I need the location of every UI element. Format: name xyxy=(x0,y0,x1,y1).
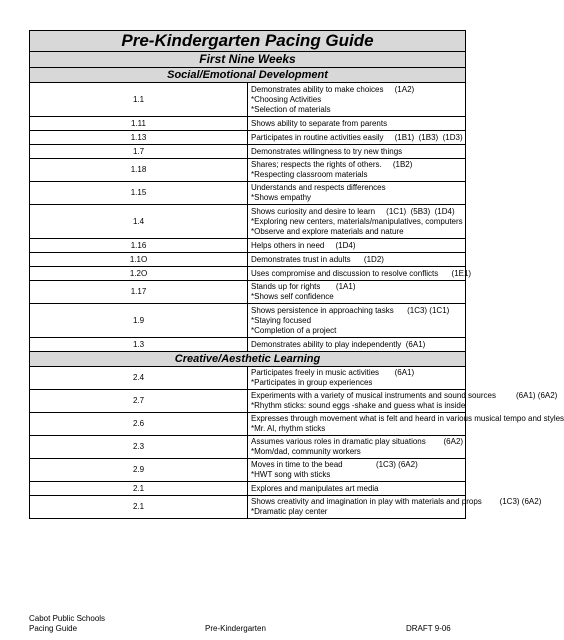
standard-code: 1.2O xyxy=(30,267,248,281)
description-text: Demonstrates trust in adults (1D2) xyxy=(251,254,384,264)
standard-description xyxy=(248,482,466,496)
standard-code: 1.18 xyxy=(30,159,248,182)
table-row xyxy=(30,413,466,436)
standard-description xyxy=(248,131,466,145)
table-row xyxy=(30,390,466,413)
standard-description xyxy=(248,413,564,436)
section-heading: Social/Emotional Development xyxy=(30,68,466,83)
standard-code: 2.6 xyxy=(30,413,248,436)
page-title: Pre-Kindergarten Pacing Guide xyxy=(30,31,466,52)
table-row xyxy=(30,281,466,304)
table-row xyxy=(30,367,466,390)
description-text: Understands and respects differences xyxy=(251,183,386,192)
standard-code: 1.4 xyxy=(30,205,248,239)
description-detail: *HWT song with sticks xyxy=(251,470,331,479)
section-heading-row xyxy=(30,68,466,83)
standard-code: 1.9 xyxy=(30,304,248,338)
description-detail: *Participates in group experiences xyxy=(251,378,373,387)
description-text: Uses compromise and discussion to resolve conflicts (1E1) xyxy=(251,268,472,278)
description-detail: *Dramatic play center xyxy=(251,507,328,516)
table-row xyxy=(30,145,466,159)
standard-description xyxy=(248,182,466,205)
standard-description xyxy=(248,390,558,413)
standard-description xyxy=(248,239,466,253)
standard-description xyxy=(248,436,466,459)
description-text: Experiments with a variety of musical instruments and sound sources (6A1) (6A2) xyxy=(251,391,558,400)
table-row xyxy=(30,131,466,145)
description-detail: *Mom/dad, community workers xyxy=(251,447,361,456)
section-heading: Creative/Aesthetic Learning xyxy=(30,352,466,367)
description-detail: *Mr. Al, rhythm sticks xyxy=(251,424,326,433)
description-text: Participates freely in music activities (6A1) xyxy=(251,368,415,377)
description-detail: *Completion of a project xyxy=(251,325,337,335)
standard-code: 1.3 xyxy=(30,338,248,352)
standard-description xyxy=(248,205,466,239)
standard-code: 1.13 xyxy=(30,131,248,145)
standard-description xyxy=(248,496,542,519)
footer-school: Cabot Public Schools xyxy=(29,614,106,623)
standard-description xyxy=(248,459,466,482)
table-row xyxy=(30,182,466,205)
description-text: Shows curiosity and desire to learn (1C1) (5B3) (1D4) xyxy=(251,206,455,216)
description-detail: *Exploring new centers, materials/manipulatives, computers xyxy=(251,216,463,226)
footer-doc: Pacing Guide xyxy=(29,624,78,633)
section-heading-row xyxy=(30,352,466,367)
standard-code: 2.7 xyxy=(30,390,248,413)
description-detail: *Rhythm sticks: sound eggs -shake and guess what is inside xyxy=(251,401,466,410)
description-text: Participates in routine activities easily (1B1) (1B3) (1D3) xyxy=(251,132,463,142)
standard-code: 2.9 xyxy=(30,459,248,482)
pacing-guide-page xyxy=(29,30,564,519)
standard-description xyxy=(248,338,466,352)
description-text: Shows ability to separate from parents xyxy=(251,118,388,128)
description-text: Demonstrates ability to play independently (6A1) xyxy=(251,339,426,349)
standard-code: 1.1 xyxy=(30,83,248,117)
description-text: Moves in time to the bead (1C3) (6A2) xyxy=(251,460,418,469)
standard-code: 1.11 xyxy=(30,117,248,131)
table-row xyxy=(30,482,466,496)
standard-code: 2.4 xyxy=(30,367,248,390)
table-row xyxy=(30,436,466,459)
footer-grade: Pre-Kindergarten xyxy=(205,624,266,633)
description-text: Shows persistence in approaching tasks (1C3) (1C1) xyxy=(251,305,450,315)
standard-code: 2.3 xyxy=(30,436,248,459)
description-text: Demonstrates willingness to try new things xyxy=(251,146,403,156)
standard-code: 1.7 xyxy=(30,145,248,159)
standard-description xyxy=(248,267,472,281)
description-text: Helps others in need (1D4) xyxy=(251,240,356,250)
footer-left xyxy=(29,614,105,634)
description-text: Demonstrates ability to make choices (1A2) xyxy=(251,84,415,94)
footer-draft: DRAFT 9-06 xyxy=(406,624,451,633)
description-text: Assumes various roles in dramatic play situations (6A2) xyxy=(251,437,464,446)
table-row xyxy=(30,239,466,253)
table-row xyxy=(30,267,466,281)
description-detail: *Shows self confidence xyxy=(251,292,334,301)
description-text: Explores and manipulates art media xyxy=(251,483,379,493)
table-row xyxy=(30,205,466,239)
description-detail: *Observe and explore materials and nature xyxy=(251,226,404,236)
page-title-row xyxy=(30,31,466,52)
standard-description xyxy=(248,367,466,390)
description-detail: *Shows empathy xyxy=(251,193,312,202)
standard-description xyxy=(248,159,466,182)
standard-description xyxy=(248,304,466,338)
standard-description xyxy=(248,281,466,304)
description-text: Shares; respects the rights of others. (1B2) xyxy=(251,160,413,169)
table-row xyxy=(30,459,466,482)
table-row xyxy=(30,83,466,117)
standard-description xyxy=(248,253,466,267)
table-row xyxy=(30,496,466,519)
table-row xyxy=(30,338,466,352)
table-row xyxy=(30,304,466,338)
description-detail: *Respecting classroom materials xyxy=(251,170,368,179)
standard-description xyxy=(248,145,466,159)
standard-description xyxy=(248,117,466,131)
standard-code: 1.1O xyxy=(30,253,248,267)
standard-code: 2.1 xyxy=(30,482,248,496)
description-detail: *Selection of materials xyxy=(251,104,331,114)
description-detail: *Staying focused xyxy=(251,315,312,325)
page-subtitle-row xyxy=(30,52,466,68)
table-row xyxy=(30,253,466,267)
description-text: Stands up for rights (1A1) xyxy=(251,282,356,291)
standard-code: 1.15 xyxy=(30,182,248,205)
standard-description xyxy=(248,83,466,117)
page-subtitle: First Nine Weeks xyxy=(30,52,466,68)
standard-code: 1.16 xyxy=(30,239,248,253)
pacing-guide-table xyxy=(29,30,564,519)
table-row xyxy=(30,117,466,131)
standard-code: 2.1 xyxy=(30,496,248,519)
description-detail: *Choosing Activities xyxy=(251,94,322,104)
description-text: Shows creativity and imagination in play with materials and props (1C3) (6A2) xyxy=(251,497,542,506)
description-text: Expresses through movement what is felt and heard in various musical tempo and styles xyxy=(251,414,564,423)
standard-code: 1.17 xyxy=(30,281,248,304)
table-row xyxy=(30,159,466,182)
